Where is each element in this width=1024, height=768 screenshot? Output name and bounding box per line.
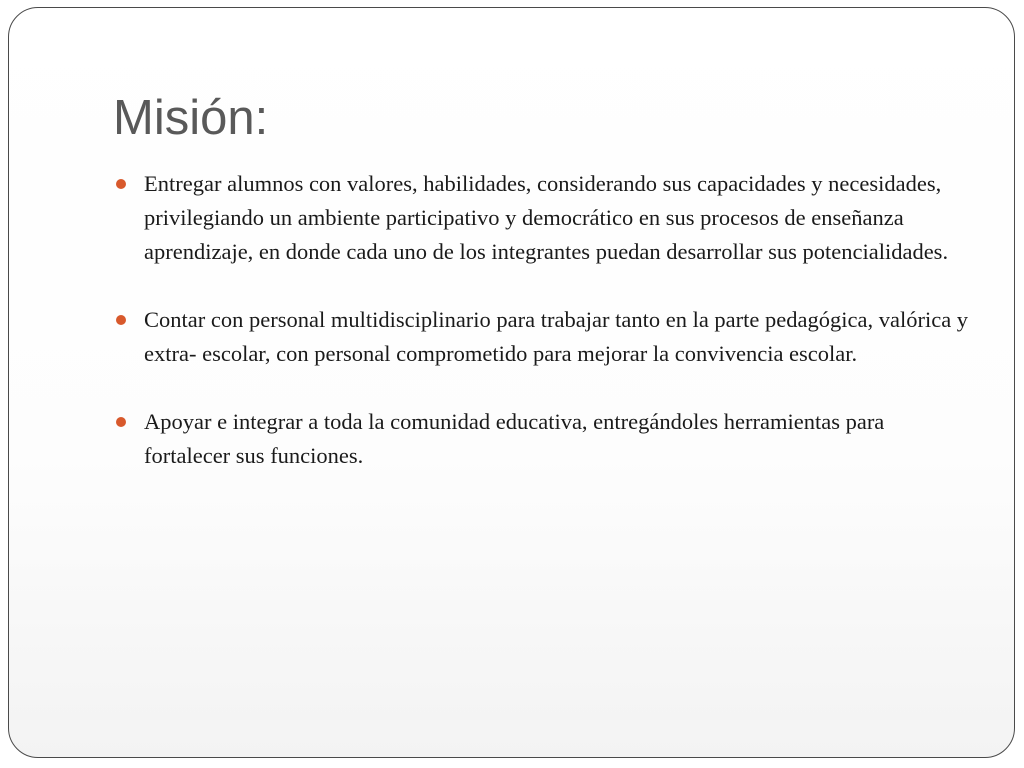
bullet-text: Apoyar e integrar a toda la comunidad educativa, entregándoles herramientas para fortalecer sus funciones. [144, 409, 885, 468]
bullet-dot-icon [116, 315, 126, 325]
bullet-dot-icon [116, 417, 126, 427]
bullet-text: Entregar alumnos con valores, habilidades, considerando sus capacidades y necesidades, privilegiando un ambiente participativo y democrático en sus procesos de enseñanza aprendizaje, en donde cada uno de los integrantes puedan desarrollar sus potencialidades. [144, 171, 949, 264]
bullet-item [116, 405, 976, 473]
bullet-list [116, 167, 976, 473]
slide-title: Misión: [113, 91, 269, 145]
bullet-text: Contar con personal multidisciplinario para trabajar tanto en la parte pedagógica, valórica y extra- escolar, con personal comprometido para mejorar la convivencia escolar. [144, 307, 969, 366]
bullet-dot-icon [116, 179, 126, 189]
bullet-item [116, 303, 976, 371]
bullet-item [116, 167, 976, 269]
